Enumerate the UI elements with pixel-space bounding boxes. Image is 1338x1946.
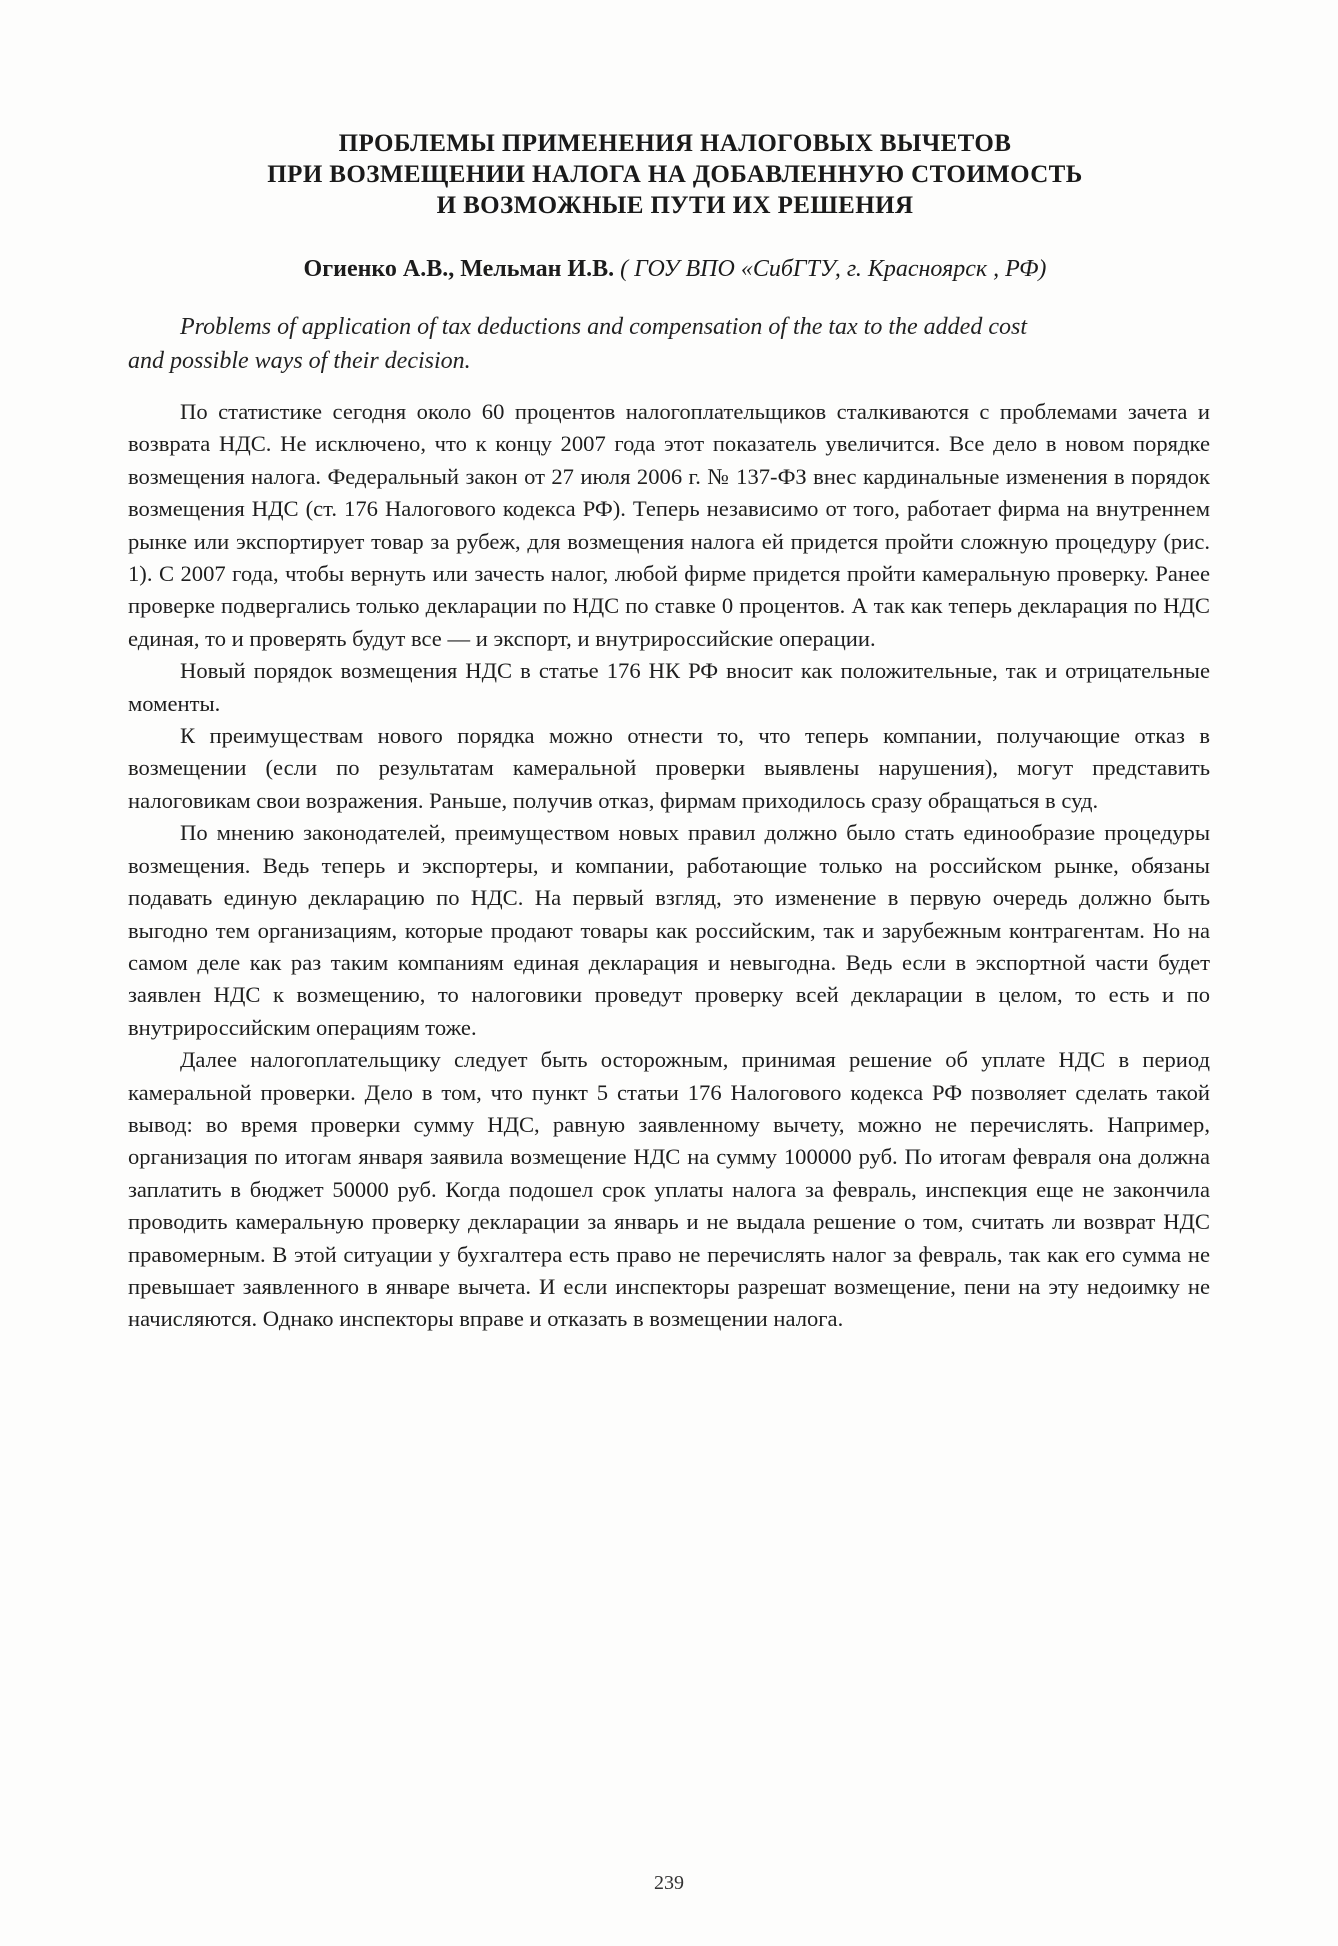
page-number: 239 [654,1872,684,1894]
article-body [128,396,1210,1336]
paragraph: Далее налогоплательщику следует быть осторожным, принимая решение об уплате НДС в период камеральной проверки. Дело в том, что пункт 5 статьи 176 Налогового кодекса РФ позволяет сделать такой вывод: во время проверки сумму НДС, равную заявленному вычету, можно не перечислять. Например, организация по итогам января заявила возмещение НДС на сумму 100000 руб. По итогам февраля она должна заплатить в бюджет 50000 руб. Когда подошел срок уплаты налога за февраль, инспекция еще не закончила проводить камеральную проверку декларации за январь и не выдала решение о том, считать ли возврат НДС правомерным. В этой ситуации у бухгалтера есть право не перечислять налог за февраль, так как его сумма не превышает заявленного в январе вычета. И если инспекторы разрешат возмещение, пени на эту недоимку не начисляются. Однако инспекторы вправе и отказать в возмещении налога. [128,1047,1210,1332]
article-title [150,128,1200,221]
abstract-line-2: and possible ways of their decision. [128,348,471,374]
paragraph: По статистике сегодня около 60 процентов налогоплательщиков сталкиваются с проблемами зачета и возврата НДС. Не исключено, что к концу 2007 года этот показатель увеличится. Все дело в новом порядке возмещения налога. Федеральный закон от 27 июля 2006 г. № 137-ФЗ внес кардинальные изменения в порядок возмещения НДС (ст. 176 Налогового кодекса РФ). Теперь независимо от того, работает фирма на внутреннем рынке или экспортирует товар за рубеж, для возмещения налога ей придется пройти сложную процедуру (рис. 1). С 2007 года, чтобы вернуть или зачесть налог, любой фирме придется пройти камеральную проверку. Ранее проверке подвергались только декларации по НДС по ставке 0 процентов. А так как теперь декларация по НДС единая, то и проверять будут все — и экспорт, и внутрироссийские операции. [128,399,1210,651]
paragraph: Новый порядок возмещения НДС в статье 176 НК РФ вносит как положительные, так и отрицательные моменты. [128,658,1210,716]
author-affiliation: ( ГОУ ВПО «СибГТУ, г. Красноярск , РФ) [620,256,1047,282]
title-line-1: ПРОБЛЕМЫ ПРИМЕНЕНИЯ НАЛОГОВЫХ ВЫЧЕТОВ [338,130,1012,157]
author-names: Огиенко А.В., Мельман И.В. [303,256,615,282]
abstract-line-1: Problems of application of tax deductions and compensation of the tax to the added cost [180,314,1027,340]
title-line-3: И ВОЗМОЖНЫЕ ПУТИ ИХ РЕШЕНИЯ [436,192,914,219]
paragraph: К преимуществам нового порядка можно отнести то, что теперь компании, получающие отказ в возмещении (если по результатам камеральной проверки выявлены нарушения), могут представить налоговикам свои возражения. Раньше, получив отказ, фирмам приходилось сразу обращаться в суд. [128,723,1210,813]
english-abstract [128,310,1208,378]
title-line-2: ПРИ ВОЗМЕЩЕНИИ НАЛОГА НА ДОБАВЛЕННУЮ СТОИМОСТЬ [267,161,1083,188]
authors-line [150,254,1200,284]
paragraph: По мнению законодателей, преимуществом новых правил должно было стать единообразие процедуры возмещения. Ведь теперь и экспортеры, и компании, работающие только на российском рынке, обязаны подавать единую декларацию по НДС. На первый взгляд, это изменение в первую очередь должно быть выгодно тем организациям, которые продают товары как российским, так и зарубежным контрагентам. Но на самом деле как раз таким компаниям единая декларация и невыгодна. Ведь если в экспортной части будет заявлен НДС к возмещению, то налоговики проведут проверку всей декларации в целом, то есть и по внутрироссийским операциям тоже. [128,820,1210,1040]
